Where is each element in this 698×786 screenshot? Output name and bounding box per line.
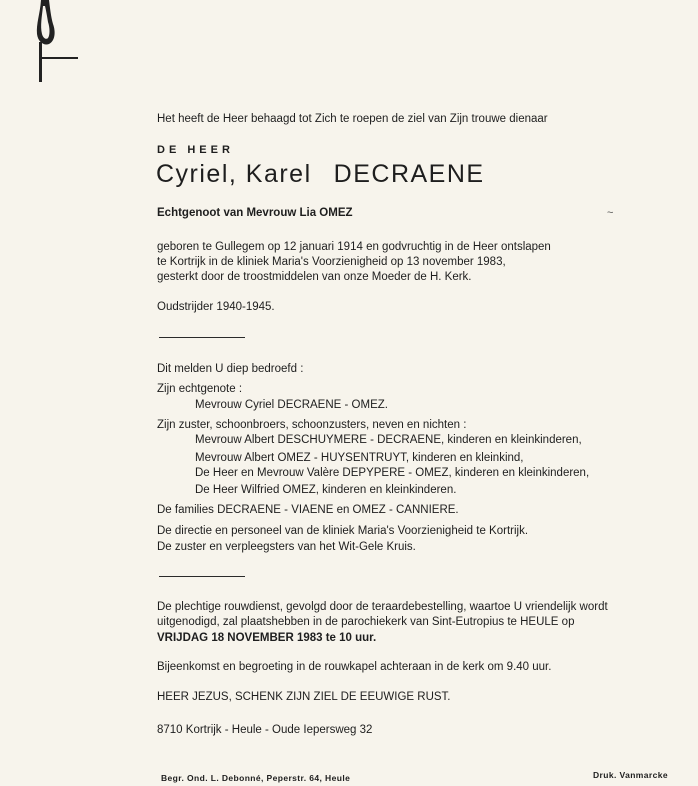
honorific: DE HEER — [157, 144, 234, 156]
deceased-given-names: Cyriel, Karel — [156, 160, 312, 188]
birth-line: te Kortrijk in de kliniek Maria's Voorzienigheid op 13 november 1983, — [157, 256, 506, 268]
funeral-date: VRIJDAG 18 NOVEMBER 1983 te 10 uur. — [157, 632, 377, 644]
ink-mark: ~ — [607, 207, 614, 219]
spouse-line: Echtgenoot van Mevrouw Lia OMEZ — [157, 207, 353, 219]
sibling-line: Mevrouw Albert OMEZ - HUYSENTRUYT, kinderen en kleinkind, — [195, 452, 524, 464]
undertaker-credit: Begr. Ond. L. Debonné, Peperstr. 64, Heule — [161, 773, 351, 783]
intro-line: Het heeft de Heer behaagd tot Zich te roepen de ziel van Zijn trouwe dienaar — [157, 113, 548, 125]
funeral-line: De plechtige rouwdienst, gevolgd door de teraardebestelling, waartoe U vriendelijk wordt — [157, 601, 608, 613]
birth-line: geboren te Gullegem op 12 januari 1914 en godvruchtig in de Heer ontslapen — [157, 241, 551, 253]
prayer-line: HEER JEZUS, SCHENK ZIJN ZIEL DE EEUWIGE RUST. — [157, 691, 451, 703]
address-line: 8710 Kortrijk - Heule - Oude Iepersweg 32 — [157, 724, 373, 736]
divider — [159, 576, 245, 577]
directors-line: De zuster en verpleegsters van het Wit-Gele Kruis. — [157, 541, 416, 553]
funeral-line: uitgenodigd, zal plaatshebben in de parochiekerk van Sint-Eutropius te HEULE op — [157, 616, 575, 628]
birth-line: gesterkt door de troostmiddelen van onze Moeder de H. Kerk. — [157, 271, 472, 283]
sibling-line: De Heer Wilfried OMEZ, kinderen en kleinkinderen. — [195, 484, 457, 496]
directors-line: De directie en personeel van de kliniek Maria's Voorzienigheid te Kortrijk. — [157, 525, 529, 537]
veteran-line: Oudstrijder 1940-1945. — [157, 301, 275, 313]
siblings-label: Zijn zuster, schoonbroers, schoonzusters, neven en nichten : — [157, 419, 467, 431]
sibling-line: De Heer en Mevrouw Valère DEPYPERE - OMEZ, kinderen en kleinkinderen, — [195, 467, 590, 479]
candle-flame-icon — [22, 0, 82, 82]
deceased-name — [156, 159, 485, 189]
families-line: De families DECRAENE - VIAENE en OMEZ - CANNIERE. — [157, 504, 459, 516]
wife-label: Zijn echtgenote : — [157, 383, 243, 395]
wife-name: Mevrouw Cyriel DECRAENE - OMEZ. — [195, 399, 388, 411]
meeting-line: Bijeenkomst en begroeting in de rouwkapel achteraan in de kerk om 9.40 uur. — [157, 661, 552, 673]
deceased-surname: DECRAENE — [333, 160, 485, 188]
announcement: Dit melden U diep bedroefd : — [157, 363, 304, 375]
divider — [159, 337, 245, 338]
sibling-line: Mevrouw Albert DESCHUYMERE - DECRAENE, kinderen en kleinkinderen, — [195, 434, 582, 446]
printer-credit: Druk. Vanmarcke — [593, 770, 668, 780]
